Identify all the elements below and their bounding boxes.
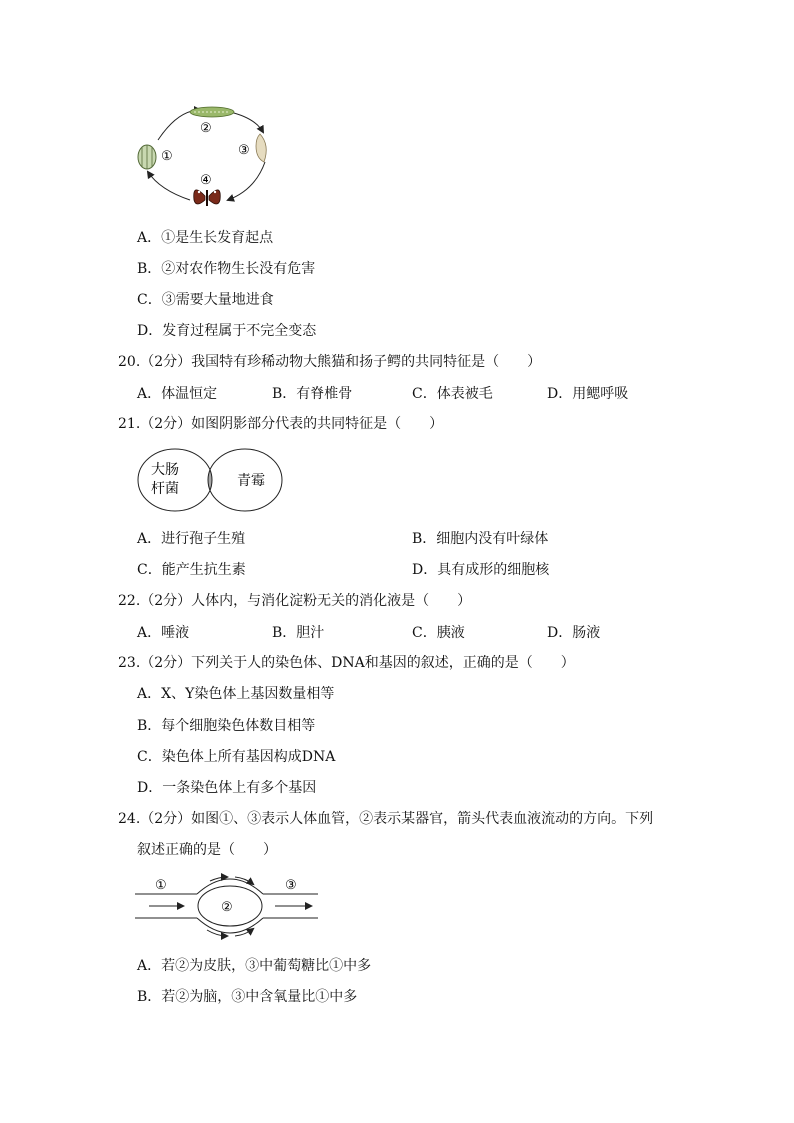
option-text: 能产生抗生素: [161, 562, 246, 578]
option-key: A: [137, 958, 148, 974]
q23-option-b[interactable]: B．每个细胞染色体数目相等: [137, 718, 316, 734]
option-key: C: [137, 562, 148, 578]
label-stage-2: ②: [200, 121, 212, 136]
q21-stem: 21.（2分）如图阴影部分代表的共同特征是（ ）: [118, 416, 444, 432]
q22-option-d[interactable]: D．肠液: [547, 625, 601, 641]
option-key: C: [137, 749, 148, 765]
q19-option-b[interactable]: B．②对农作物生长没有危害: [137, 261, 316, 277]
venn-left-circle: [138, 449, 212, 511]
option-text: 每个细胞染色体数目相等: [161, 718, 316, 734]
option-key: D: [137, 780, 149, 796]
caterpillar-image: [190, 107, 234, 117]
q21-option-a[interactable]: A．进行孢子生殖: [137, 531, 246, 547]
q21-option-b[interactable]: B．细胞内没有叶绿体: [412, 531, 549, 547]
q19-option-a[interactable]: A．①是生长发育起点: [137, 230, 274, 246]
q20-option-d[interactable]: D．用鳃呼吸: [547, 386, 629, 402]
option-text: 胰液: [436, 625, 465, 641]
venn-left-label-1: 大肠: [151, 462, 179, 478]
q21-option-d[interactable]: D．具有成形的细胞核: [412, 562, 550, 578]
label-organ-2: ②: [221, 900, 233, 915]
option-key: B: [412, 531, 423, 547]
q22-option-a[interactable]: A．唾液: [137, 625, 190, 641]
label-stage-3: ③: [238, 143, 250, 158]
option-key: B: [272, 386, 283, 402]
option-text: 进行孢子生殖: [161, 531, 246, 547]
option-key: C: [412, 386, 423, 402]
q24-stem-line-2: 叙述正确的是（ ）: [137, 842, 277, 858]
cycle-arrow: [230, 112, 263, 132]
option-text: 唾液: [161, 625, 190, 641]
venn-diagram: [135, 445, 285, 515]
q24-stem-line-1: 24.（2分）如图①、③表示人体血管，②表示某器官，箭头代表血液流动的方向。下列: [118, 811, 654, 827]
option-key: A: [137, 531, 148, 547]
q20-option-a[interactable]: A．体温恒定: [137, 386, 218, 402]
option-key: A: [137, 386, 148, 402]
q20-stem: 20.（2分）我国特有珍稀动物大熊猫和扬子鳄的共同特征是（ ）: [118, 354, 542, 370]
cycle-arrow: [148, 172, 190, 200]
q21-option-c[interactable]: C．能产生抗生素: [137, 562, 246, 578]
label-stage-4: ④: [200, 173, 212, 188]
q19-option-d[interactable]: D．发育过程属于不完全变态: [137, 323, 317, 339]
label-vessel-3: ③: [285, 878, 297, 893]
venn-right-label: 青霉: [237, 473, 265, 489]
option-key: A: [137, 686, 148, 702]
flow-arrow: [235, 877, 253, 884]
option-text: 用鳃呼吸: [572, 386, 629, 402]
option-text: 一条染色体上有多个基因: [162, 780, 317, 796]
label-vessel-1: ①: [155, 878, 167, 893]
option-key: D: [547, 625, 559, 641]
life-cycle-figure: [130, 100, 280, 215]
q23-stem: 23.（2分）下列关于人的染色体、DNA和基因的叙述，正确的是（ ）: [118, 655, 575, 671]
option-key: C: [412, 625, 423, 641]
venn-left-label-2: 杆菌: [151, 481, 179, 497]
option-key: A: [137, 625, 148, 641]
option-key: D: [412, 562, 424, 578]
option-key: B: [137, 261, 148, 277]
q24-option-a[interactable]: A．若②为皮肤，③中葡萄糖比①中多: [137, 958, 372, 974]
q20-option-c[interactable]: C．体表被毛: [412, 386, 493, 402]
option-text: 体表被毛: [436, 386, 493, 402]
q22-stem: 22.（2分）人体内，与消化淀粉无关的消化液是（ ）: [118, 593, 472, 609]
option-text: 细胞内没有叶绿体: [436, 531, 549, 547]
option-text: 染色体上所有基因构成DNA: [161, 749, 336, 765]
option-text: 有脊椎骨: [296, 386, 353, 402]
cycle-arrow: [228, 162, 265, 200]
option-text: 肠液: [572, 625, 601, 641]
option-text: ①是生长发育起点: [161, 230, 274, 246]
option-key: C: [137, 292, 148, 308]
q23-option-c[interactable]: C．染色体上所有基因构成DNA: [137, 749, 336, 765]
butterfly-image: [194, 190, 221, 206]
option-text: ③需要大量地进食: [161, 292, 274, 308]
option-text: 体温恒定: [161, 386, 218, 402]
q24-option-b[interactable]: B．若②为脑，③中含氧量比①中多: [137, 989, 358, 1005]
q20-option-b[interactable]: B．有脊椎骨: [272, 386, 353, 402]
option-text: X、Y染色体上基因数量相等: [161, 686, 335, 702]
q22-option-b[interactable]: B．胆汁: [272, 625, 325, 641]
option-text: 若②为脑，③中含氧量比①中多: [161, 989, 358, 1005]
option-text: ②对农作物生长没有危害: [161, 261, 316, 277]
option-text: 发育过程属于不完全变态: [162, 323, 317, 339]
pupa-image: [256, 134, 266, 162]
option-key: B: [137, 718, 148, 734]
q19-option-c[interactable]: C．③需要大量地进食: [137, 292, 274, 308]
option-key: D: [137, 323, 149, 339]
option-key: B: [272, 625, 283, 641]
q23-option-d[interactable]: D．一条染色体上有多个基因: [137, 780, 317, 796]
q22-option-c[interactable]: C．胰液: [412, 625, 465, 641]
egg-image: [138, 145, 156, 169]
blood-vessel-figure: [135, 870, 325, 945]
q23-option-a[interactable]: A．X、Y染色体上基因数量相等: [137, 686, 335, 702]
option-key: D: [547, 386, 559, 402]
option-key: B: [137, 989, 148, 1005]
option-text: 具有成形的细胞核: [437, 562, 550, 578]
label-stage-1: ①: [161, 149, 173, 164]
option-text: 若②为皮肤，③中葡萄糖比①中多: [161, 958, 372, 974]
option-text: 胆汁: [296, 625, 325, 641]
option-key: A: [137, 230, 148, 246]
